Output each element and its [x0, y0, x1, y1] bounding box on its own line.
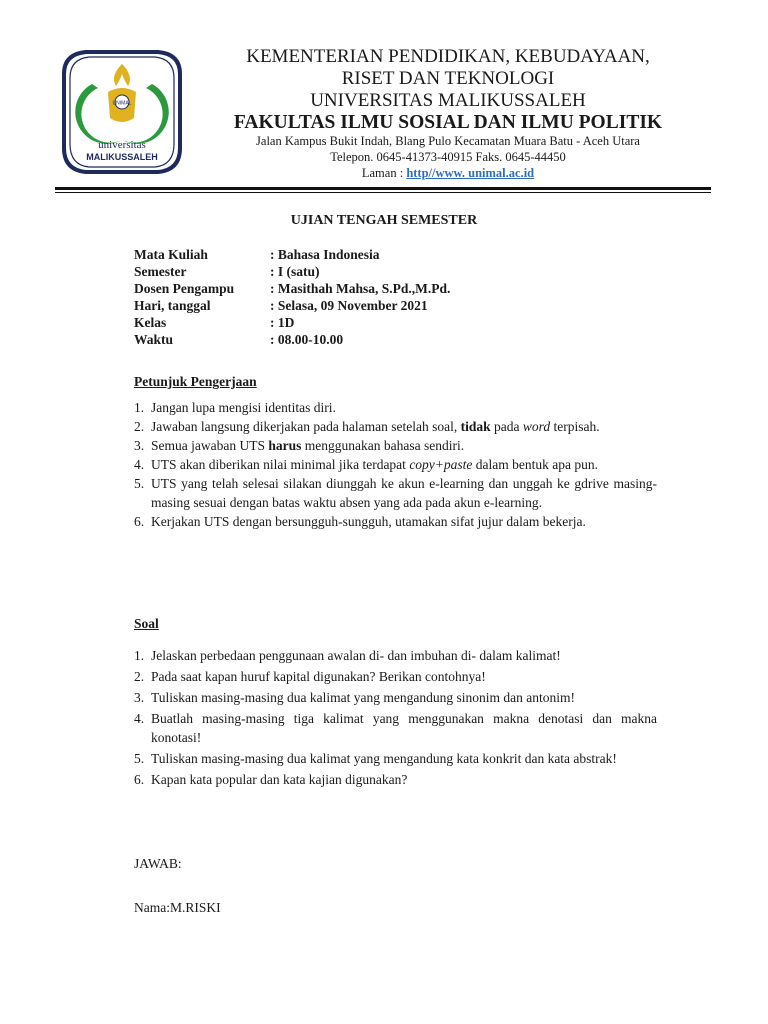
list-item [134, 709, 657, 747]
item-text: UTS yang telah selesai silakan diunggah ke akun e-learning dan unggah ke gdrive masing-masing sesuai dengan batas waktu absen yang ada pada akun e-learning. [151, 476, 657, 510]
list-item [134, 417, 657, 436]
list-item [134, 667, 657, 686]
website-label: Laman : [361, 166, 407, 180]
list-item [134, 688, 657, 707]
student-name: Nama:M.RISKI [134, 900, 221, 915]
info-value: : Masithah Mahsa, S.Pd.,M.Pd. [270, 281, 451, 296]
item-number: 5. [134, 751, 145, 766]
item-text: Jawaban langsung dikerjakan pada halaman setelah soal, [151, 419, 461, 434]
logo-name-text: MALIKUSSALEH [86, 152, 158, 162]
item-number: 3. [134, 690, 145, 705]
item-italic-text: word [522, 419, 551, 434]
item-text: dalam bentuk apa pun. [472, 457, 598, 472]
list-item [134, 646, 657, 665]
header-faculty: FAKULTAS ILMU SOSIAL DAN ILMU POLITIK [233, 112, 663, 133]
info-value: : 08.00-10.00 [270, 332, 344, 347]
info-label: Waktu [134, 332, 174, 347]
answer-label: JAWAB: [134, 856, 182, 871]
instructions-list [134, 398, 657, 531]
item-number: 6. [134, 772, 145, 787]
item-bold-text: harus [268, 438, 302, 453]
item-text: UTS akan diberikan nilai minimal jika terdapat [151, 457, 410, 472]
logo-ring-text: universitas [98, 139, 146, 151]
item-italic-text: copy+paste [409, 457, 473, 472]
header-website [198, 166, 698, 181]
questions-list [134, 646, 657, 791]
item-text: Pada saat kapan huruf kapital digunakan? Berikan contohnya! [151, 669, 486, 684]
item-number: 2. [134, 419, 145, 434]
university-logo [50, 44, 194, 180]
item-text: terpisah. [550, 419, 600, 434]
logo-badge-text: UNIMAL [112, 100, 132, 107]
item-text: Buatlah masing-masing tiga kalimat yang menggunakan makna denotasi dan makna konotasi! [151, 711, 657, 745]
header-phone: Telepon. 0645-41373-40915 Faks. 0645-44450 [330, 150, 566, 164]
header-university: UNIVERSITAS MALIKUSSALEH [310, 90, 586, 111]
header-ministry-line2: RISET DAN TEKNOLOGI [341, 68, 555, 89]
header-divider-thick [55, 187, 711, 190]
exam-title: UJIAN TENGAH SEMESTER [290, 213, 478, 228]
instructions-heading: Petunjuk Pengerjaan [134, 374, 257, 389]
info-value: : 1D [270, 315, 295, 330]
info-label: Mata Kuliah [134, 247, 208, 262]
item-number: 4. [134, 457, 145, 472]
website-link[interactable]: http//www. unimal.ac.id [406, 166, 535, 180]
info-value: : I (satu) [270, 264, 320, 279]
item-number: 6. [134, 514, 145, 529]
list-item [134, 436, 657, 455]
info-label: Kelas [134, 315, 167, 330]
item-text: pada [490, 419, 523, 434]
info-label: Semester [134, 264, 187, 279]
list-item [134, 398, 657, 417]
list-item [134, 455, 657, 474]
list-item [134, 770, 657, 789]
item-number: 5. [134, 476, 145, 491]
item-number: 2. [134, 669, 145, 684]
item-text: Semua jawaban UTS [151, 438, 269, 453]
header-ministry-line1: KEMENTERIAN PENDIDIKAN, KEBUDAYAAN, [246, 46, 650, 67]
header-divider-thin [55, 192, 711, 193]
info-label: Hari, tanggal [134, 298, 211, 313]
item-number: 1. [134, 400, 145, 415]
item-text: Jangan lupa mengisi identitas diri. [151, 400, 336, 415]
item-number: 1. [134, 648, 145, 663]
item-text: Jelaskan perbedaan penggunaan awalan di- dan imbuhan di- dalam kalimat! [151, 648, 561, 663]
item-text: Tuliskan masing-masing dua kalimat yang mengandung sinonim dan antonim! [151, 690, 575, 705]
header-address: Jalan Kampus Bukit Indah, Blang Pulo Kecamatan Muara Batu - Aceh Utara [256, 134, 640, 148]
info-value: : Bahasa Indonesia [270, 247, 380, 262]
item-text: Kapan kata popular dan kata kajian digunakan? [151, 772, 408, 787]
item-text: Tuliskan masing-masing dua kalimat yang mengandung kata konkrit dan kata abstrak! [151, 751, 617, 766]
list-item [134, 474, 657, 512]
item-number: 3. [134, 438, 145, 453]
questions-heading: Soal [134, 616, 159, 631]
item-bold-text: tidak [460, 419, 491, 434]
info-value: : Selasa, 09 November 2021 [270, 298, 428, 313]
item-number: 4. [134, 711, 145, 726]
item-text: Kerjakan UTS dengan bersungguh-sungguh, utamakan sifat jujur dalam bekerja. [151, 514, 586, 529]
info-label: Dosen Pengampu [134, 281, 235, 296]
list-item [134, 512, 657, 531]
list-item [134, 749, 657, 768]
item-text: menggunakan bahasa sendiri. [301, 438, 465, 453]
